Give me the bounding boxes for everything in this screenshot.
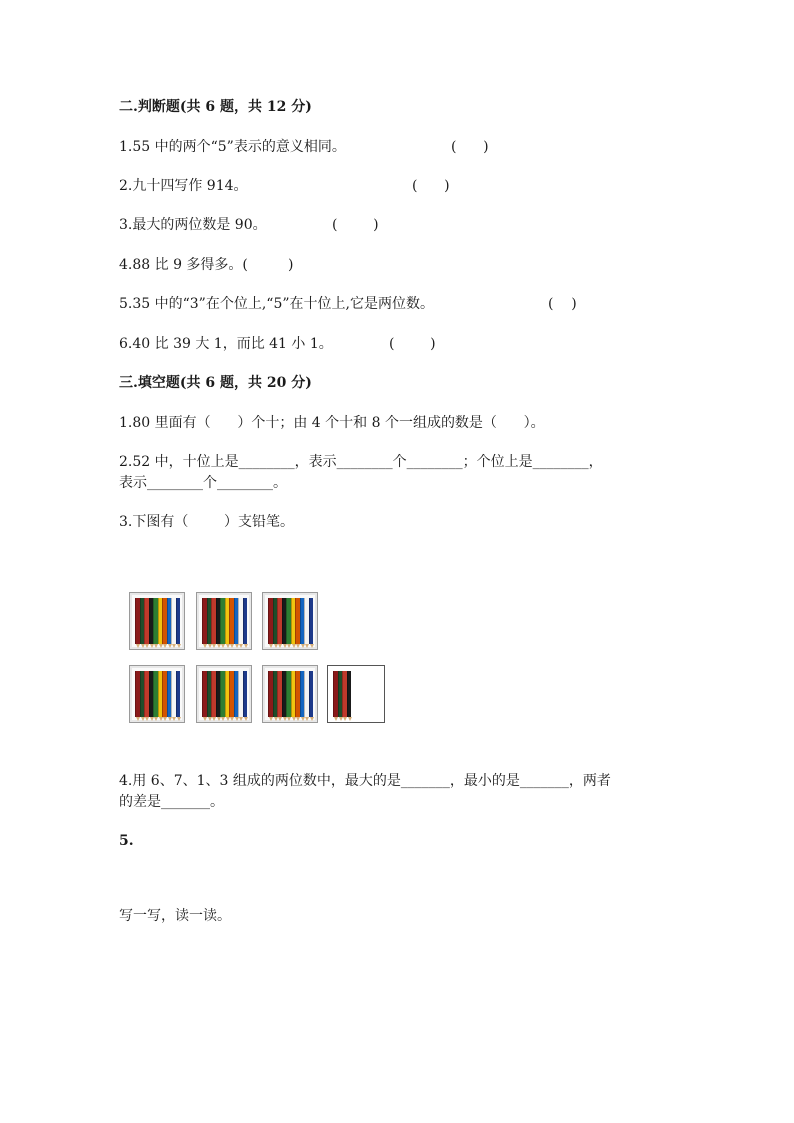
- judge-item-1-answer[interactable]: ( ): [451, 139, 489, 155]
- pencil-row: [135, 671, 180, 717]
- judge-item-3-answer[interactable]: ( ): [332, 217, 379, 233]
- pencil-bundle: [262, 665, 318, 723]
- pencil-icon: [243, 598, 248, 644]
- pencil-row: [135, 598, 180, 644]
- fill-item-4-line-1: 4.用 6、7、1、3 组成的两位数中，最大的是_______，最小的是_______，两者: [119, 773, 611, 789]
- fill-item-1: 1.80 里面有（ ）个十；由 4 个十和 8 个一组成的数是（ ）。: [119, 415, 545, 431]
- pencil-row: [202, 671, 247, 717]
- pencil-bundle: [129, 665, 185, 723]
- pencil-bundle: [196, 665, 252, 723]
- judge-item-6: 6.40 比 39 大 1，而比 41 小 1。: [119, 336, 333, 352]
- pencil-icon: [347, 671, 352, 717]
- pencil-bundle-partial: [327, 665, 385, 723]
- pencil-row: [202, 598, 247, 644]
- pencil-icon: [243, 671, 248, 717]
- judge-item-5: 5.35 中的“3”在个位上,“5”在十位上,它是两位数。: [119, 296, 434, 312]
- pencil-icon: [176, 671, 181, 717]
- section-fill-heading: 三.填空题(共 6 题，共 20 分): [119, 375, 312, 391]
- section-judge-heading: 二.判断题(共 6 题，共 12 分): [119, 99, 312, 115]
- fill-item-5-prompt: 写一写，读一读。: [119, 908, 231, 924]
- fill-item-5: 5.: [119, 833, 134, 849]
- judge-item-3: 3.最大的两位数是 90。: [119, 217, 267, 233]
- pencil-bundle: [262, 592, 318, 650]
- pencil-icon: [176, 598, 181, 644]
- pencil-row: [333, 671, 351, 717]
- pencil-row: [268, 598, 313, 644]
- fill-item-3: 3.下图有（ ）支铅笔。: [119, 514, 294, 530]
- judge-item-5-answer[interactable]: ( ): [548, 296, 577, 312]
- fill-item-2-line-2: 表示________个________。: [119, 475, 287, 491]
- judge-item-6-answer[interactable]: ( ): [389, 336, 436, 352]
- pencil-bundle: [129, 592, 185, 650]
- pencil-icon: [309, 671, 314, 717]
- pencil-row: [268, 671, 313, 717]
- judge-item-1: 1.55 中的两个“5”表示的意义相同。: [119, 139, 346, 155]
- judge-item-2-answer[interactable]: ( ): [412, 178, 450, 194]
- pencil-bundle: [196, 592, 252, 650]
- judge-item-4: 4.88 比 9 多得多。( ): [119, 257, 294, 273]
- judge-item-2: 2.九十四写作 914。: [119, 178, 248, 194]
- pencil-icon: [309, 598, 314, 644]
- fill-item-4-line-2: 的差是_______。: [119, 794, 224, 810]
- fill-item-2-line-1: 2.52 中，十位上是________，表示________个________；个位上是________，: [119, 454, 603, 470]
